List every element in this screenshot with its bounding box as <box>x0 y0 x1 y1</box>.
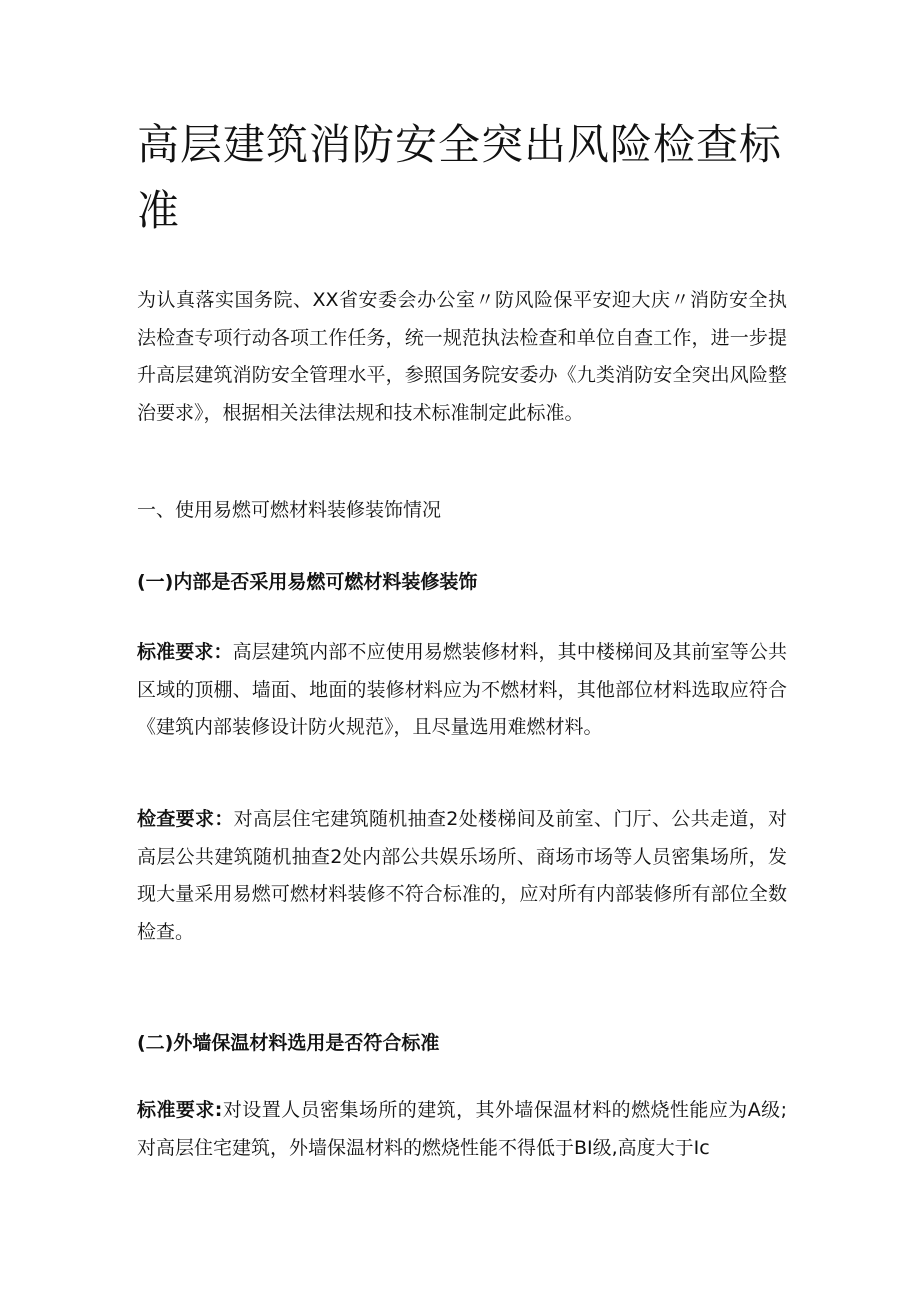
standard-requirement-text-2: 对设置人员密集场所的建筑，其外墙保温材料的燃烧性能应为A级;对高层住宅建筑，外墙保温材料的燃烧性能不得低于BI级,高度大于Ic <box>137 1099 787 1159</box>
subsection-1-heading: (一)内部是否采用易燃可燃材料装修装饰 <box>137 571 478 593</box>
section-1-heading: 一、使用易燃可燃材料装修装饰情况 <box>137 499 442 521</box>
intro-paragraph: 为认真落实国务院、XX省安委会办公室〃防风险保平安迎大庆〃消防安全执法检查专项行动各项工作任务，统一规范执法检查和单位自查工作，进一步提升高层建筑消防安全管理水平，参照国务院安委办《九类消防安全突出风险整治要求》，根据相关法律法规和技术标准制定此标准。 <box>137 289 787 424</box>
document-title: 高层建筑消防安全突出风险检查标准 <box>137 120 783 235</box>
subsection-1-check-paragraph <box>137 801 787 951</box>
check-requirement-label: 检查要求： <box>137 808 234 830</box>
subsection-2-heading: (二)外墙保温材料选用是否符合标准 <box>137 1032 440 1054</box>
check-requirement-text: 对高层住宅建筑随机抽查2处楼梯间及前室、门厅、公共走道，对高层公共建筑随机抽查2处内部公共娱乐场所、商场市场等人员密集场所，发现大量采用易燃可燃材料装修不符合标准的，应对所有内部装修所有部位全数检查。 <box>137 808 787 943</box>
subsection-2-standard-paragraph <box>137 1092 787 1167</box>
standard-requirement-label: 标准要求： <box>137 641 233 663</box>
standard-requirement-text: 高层建筑内部不应使用易燃装修材料，其中楼梯间及其前室等公共区域的顶棚、墙面、地面的装修材料应为不燃材料，其他部位材料选取应符合《建筑内部装修设计防火规范》，且尽量选用难燃材料。 <box>137 641 787 738</box>
subsection-1-standard-paragraph <box>137 634 787 747</box>
standard-requirement-label-2: 标准要求: <box>137 1099 223 1121</box>
